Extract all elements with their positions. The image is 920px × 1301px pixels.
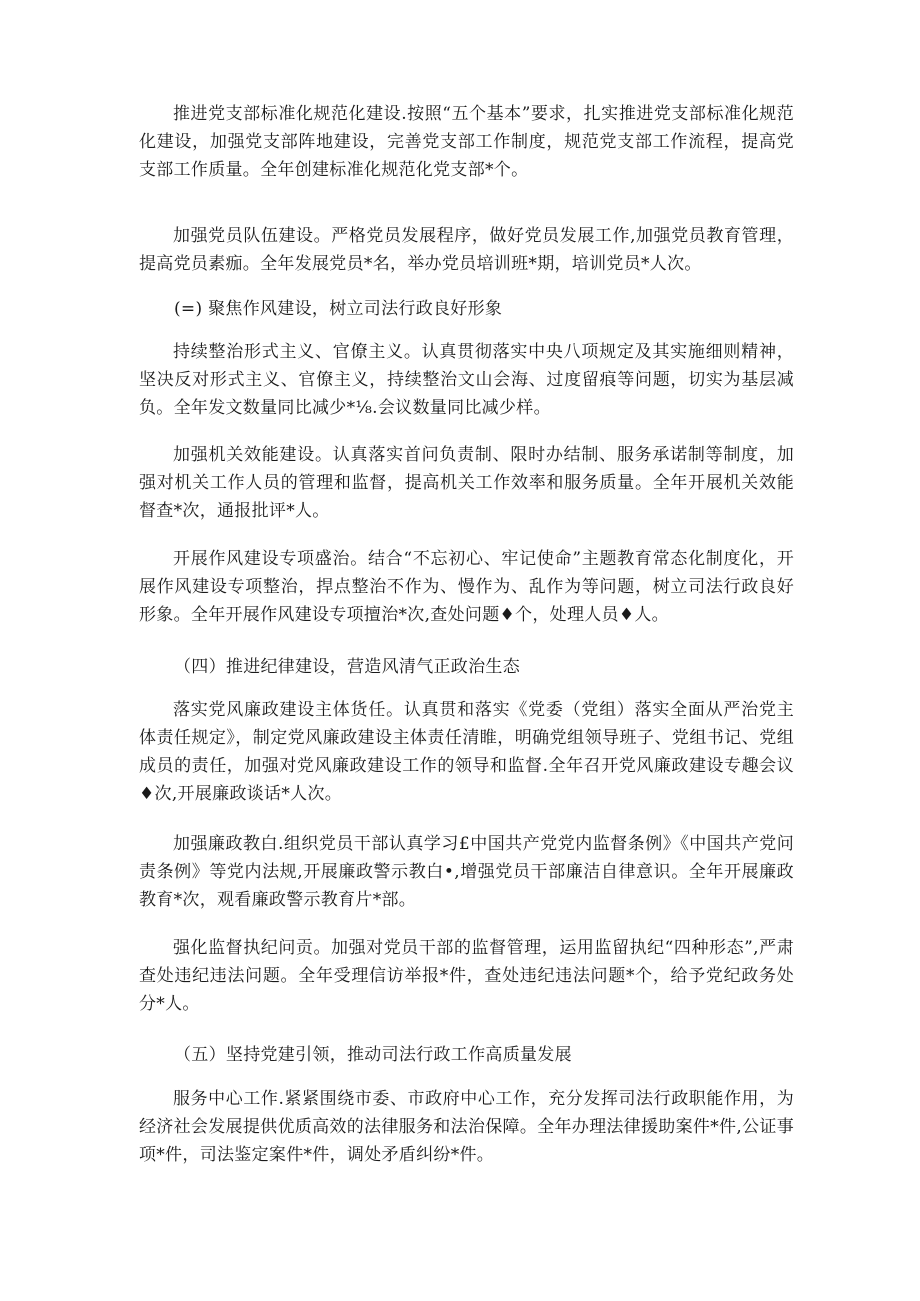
paragraph-style-rectification: 开展作风建设专项盛治。结合“不忘初心、牢记使命”主题教育常态化制度化，开展作风建设专项整治，捍点整治不作为、慢作为、乱作为等问题，树立司法行政良好形象。全年开展作风建设专项擅治*次,查处问题♦个，处理人员♦人。: [139, 549, 794, 625]
paragraph-serve-center-work: 服务中心工作.紧紧围绕市委、市政府中心工作，充分发挥司法行政职能作用，为经济社会发展提供优质高效的法律服务和法治保障。全年办理法律援助案件*件,公证事项*件，司法鉴定案件*件，调处矛盾纠纷*件。: [139, 1089, 794, 1165]
paragraph-organ-efficiency: 加强机关效能建设。认真落实首问负责制、限时办结制、服务承诺制等制度，加强对机关工作人员的管理和监督，提高机关工作效率和服务质量。全年开展机关效能督查*次，通报批评*人。: [139, 445, 794, 521]
paragraph-integrity-responsibility: 落实党风廉政建设主体货任。认真贯和落实《党委（党组）落实全面从严治党主体责任规定》，制定党风廉政建设主体责任清睢，明确党组领导班子、党组书记、党组成员的责任，加强对党风廉政建设工作的领导和监督.全年召开党风廉政建设专趣会议♦次,开展廉政谈话*人次。: [139, 700, 794, 804]
paragraph-formalism-bureaucracy: 持续整治形式主义、官僚主义。认真贯彻落实中央八项规定及其实施细则精神，坚决反对形式主义、官僚主义，持续整治文山会海、过度留痕等问题，切实为基层减负。全年发文数量同比减少*⅛.会议数量同比减少样。: [139, 342, 794, 418]
paragraph-supervision-accountability: 强化监督执纪问贡。加强对党员干部的监督管理，运用监留执纪“四种形态”,严肃查处违纪违法问题。全年受理信访举报*件，查处违纪违法问题*个，给予党纪政务处分*人。: [139, 938, 794, 1014]
paragraph-integrity-education: 加强廉政教白.组织党员干部认真学习£中国共产党党内监督条例》《中国共产党问责条例》等党内法规,开展廉政警示教白•,增强党员干部廉洁自律意识。全年开展廉政教育*次，观看廉政警示教育片*部。: [139, 834, 794, 910]
paragraph-party-member-team: 加强党员队伍建设。严格党员发展程序，做好党员发展工作,加强党员教育管理，提高党员素痂。全年发展党员*名，举办党员培训班*期，培训党员*人次。: [139, 226, 794, 274]
section-heading-discipline: （四）推进纪律建设，营造风清气正政治生态: [174, 657, 520, 677]
paragraph-branch-standardization: 推进党支部标准化规范化建设.按照“五个基本”要求，扎实推进党支部标准化规范化建设，加强党支部阵地建设，完善党支部工作制度，规范党支部工作流程，提高党支部工作质量。全年创建标准化规范化党支部*个。: [139, 104, 794, 180]
section-heading-party-leadership: （五）坚持党建引领，推动司法行政工作高质量发展: [174, 1045, 572, 1065]
section-heading-work-style: (=) 聚焦作风建设，树立司法行政良好形象: [174, 299, 503, 319]
